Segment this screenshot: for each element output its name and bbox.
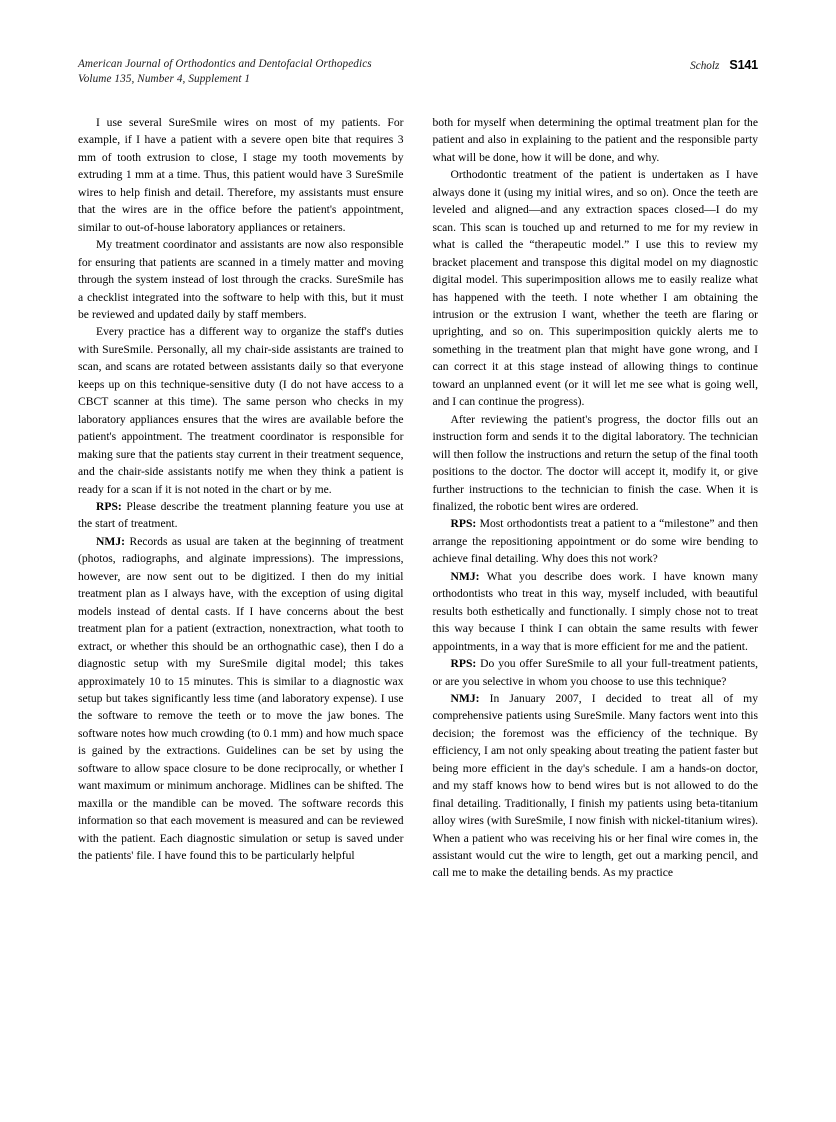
column-right xyxy=(433,114,759,1044)
paragraph: both for myself when determining the optimal treatment plan for the patient and also in explaining to the patient and the responsible party what will be done, how it will be done, and why. xyxy=(432,116,758,164)
paragraph: RPS: Please describe the treatment planning feature you use at the start of treatment. xyxy=(78,499,404,531)
journal-volume-line: Volume 135, Number 4, Supplement 1 xyxy=(78,72,251,85)
paragraph: NMJ: What you describe does work. I have known many orthodontists who treat in this way, myself included, with beautiful results both esthetically and functionally. I simply chose not to treat this way because I think I can obtain the same results with fewer appointments, in a way that is more efficient for me and the patient. xyxy=(432,569,758,653)
paragraph: After reviewing the patient's progress, the doctor fills out an instruction form and sends it to the digital laboratory. The technician will then follow the instructions and return the setup of the final tooth positions to the doctor. The doctor will accept it, modify it, or give further instructions to the technician to finish the case. When it is finalized, the robotic bent wires are ordered. xyxy=(432,412,758,513)
paragraph: NMJ: Records as usual are taken at the beginning of treatment (photos, radiographs, and alginate impressions). The impressions, however, are now sent out to be digitized. I then do my initial treatment plan as I always have, with the exception of using digital models instead of dental casts. If I have concerns about the best treatment plan for a patient (extraction, nonextraction, what tooth to extract, or whether this should be an orthognathic case), then I do a diagnostic setup with my SureSmile digital model; this takes approximately 10 to 15 minutes. This is similar to a diagnostic wax setup but takes significantly less time (and laboratory expense). I use the software to remove the teeth or to move the jaw bones. The software notes how much crowding (to 0.1 mm) and how much space is gained by the extractions. Guidelines can be set by using the software to allow space closure to be done reciprocally, or whether I want maximum or minimum anchorage. Midlines can be shifted. The maxilla or the mandible can be moved. The software records this information so that each movement is measured and can be reviewed with the patient. Each diagnostic simulation or setup is saved under the patients' file. I have found this to be particularly helpful xyxy=(78,534,404,863)
journal-title-line-1: American Journal of Orthodontics and Dentofacial Orthopedics xyxy=(78,58,372,70)
body-columns xyxy=(78,114,758,1044)
page-number: S141 xyxy=(729,58,758,72)
column-left xyxy=(78,114,404,1044)
paragraph: Orthodontic treatment of the patient is undertaken as I have always done it (using my initial wires, and so on). Once the teeth are leveled and aligned—and any extraction spaces closed—I do my scan. This scan is touched up and returned to me for my review in what is called the “therapeutic model.” I use this to review my bracket placement and transpose this digital model on my diagnostic digital model. This superimposition allows me to easily realize what has happened with the teeth. I note whether I am obtaining the intrusion or the extrusion I want, whether the teeth are flaring or uprighting, and so on. This superimposition quickly alerts me to something in the treatment plan that might have gone wrong, and I can correct it at this stage instead of allowing things to continue toward an unplanned event (or it will let me see what is going well, and I can continue the progress). xyxy=(432,168,758,409)
paragraph: RPS: Do you offer SureSmile to all your full-treatment patients, or are you selective in whom you choose to use this technique? xyxy=(432,657,758,688)
paragraph: My treatment coordinator and assistants are now also responsible for ensuring that patients are scanned in a timely matter and moving through the system instead of lost through the cracks. SureSmile has a checklist integrated into the software to help with this, but it must be reviewed and updated daily by staff members. xyxy=(78,238,404,321)
paragraph: NMJ: In January 2007, I decided to treat all of my comprehensive patients using SureSmile. Many factors went into this decision; the foremost was the efficiency of the technique. By efficiency, I am not only speaking about treating the patient faster but being more efficient in the day's schedule. I am a hands-on doctor, and my staff knows how to bend wires but is not allowed to do the final detailing. Traditionally, I finish my patients using beta-titanium alloy wires (with SureSmile, I now finish with nickel-titanium wires). When a patient who was receiving his or her final wire comes in, the assistant would cut the wire to length, get out a marking pencil, and call me to make the detailing bends. As my practice xyxy=(432,691,758,880)
paragraph: RPS: Most orthodontists treat a patient to a “milestone” and then arrange the repositioning appointment or do some wire bending to achieve final detailing. Why does this not work? xyxy=(432,517,758,566)
author-name: Scholz xyxy=(690,60,720,72)
speaker-label: NMJ: xyxy=(96,534,125,548)
speaker-label: RPS: xyxy=(96,499,122,513)
speaker-label: NMJ: xyxy=(450,691,480,705)
speaker-label: NMJ: xyxy=(450,569,480,583)
running-head-right xyxy=(690,57,758,72)
paragraph: I use several SureSmile wires on most of my patients. For example, if I have a patient with a severe open bite that requires 3 mm of tooth extrusion to close, I stage my tooth movements by extruding 1 mm at a time. Thus, this patient would have 3 SureSmile wires to help finish and detail. Therefore, my assistants must ensure that the wires are in the office before the patient's appointment, similar to out-of-house laboratory appliances or retainers. xyxy=(78,116,404,234)
journal-title xyxy=(78,57,372,86)
paragraph: Every practice has a different way to organize the staff's duties with SureSmile. Personally, all my chair-side assistants are trained to scan, and scans are rotated between assistants daily so that everyone keeps up on this technique-sensitive duty (I do not have access to a CBCT scanner at this time). The same person who checks in my laboratory appliances ensures that the wires are available before the patient's appointment. The treatment coordinator is responsible for making sure that the patients stay current in their treatment sequence, and the chair-side assistants notify me when they think a patient is ready for a scan if it is not noted in the chart or by me. xyxy=(78,325,404,496)
running-head xyxy=(78,57,758,86)
speaker-label: RPS: xyxy=(450,657,477,671)
speaker-label: RPS: xyxy=(450,517,477,531)
